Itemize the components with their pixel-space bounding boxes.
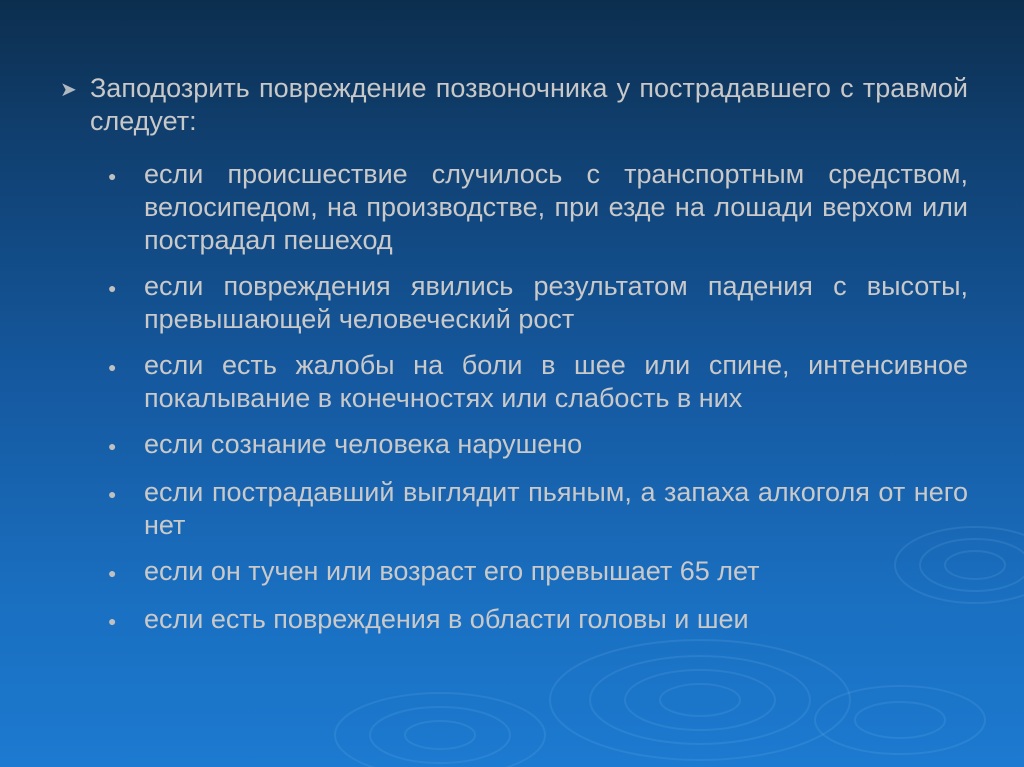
dot-icon: ●	[108, 359, 117, 375]
dot-icon: ●	[108, 168, 117, 184]
list-item-text: если пострадавший выглядит пьяным, а запаха алкоголя от него нет	[144, 477, 968, 540]
list-item-text: если есть жалобы на боли в шее или спине, интенсивное покалывание в конечностях или слабость в них	[144, 350, 968, 413]
dot-icon: ●	[108, 438, 117, 454]
list-item	[108, 476, 968, 542]
list-item-text: если повреждения явились результатом падения с высоты, превышающей человеческий рост	[144, 271, 968, 334]
bullet-list	[60, 158, 968, 638]
list-item-text: если есть повреждения в области головы и шеи	[144, 604, 749, 634]
list-item	[108, 555, 968, 590]
arrow-right-icon: ➤	[60, 79, 77, 101]
slide-heading: Заподозрить повреждение позвоночника у пострадавшего с травмой следует:	[90, 73, 968, 136]
list-item	[108, 428, 968, 463]
slide-content	[60, 72, 968, 651]
list-item-text: если он тучен или возраст его превышает 65 лет	[144, 556, 760, 586]
list-item	[108, 270, 968, 336]
list-item-text: если сознание человека нарушено	[144, 429, 583, 459]
dot-icon: ●	[108, 613, 117, 629]
dot-icon: ●	[108, 280, 117, 296]
heading-row	[60, 72, 968, 138]
list-item	[108, 603, 968, 638]
list-item-text: если происшествие случилось с транспортным средством, велосипедом, на производстве, при езде на лошади верхом или пострадал пешеход	[144, 159, 968, 255]
dot-icon: ●	[108, 565, 117, 581]
list-item	[108, 349, 968, 415]
dot-icon: ●	[108, 486, 117, 502]
list-item	[108, 158, 968, 257]
